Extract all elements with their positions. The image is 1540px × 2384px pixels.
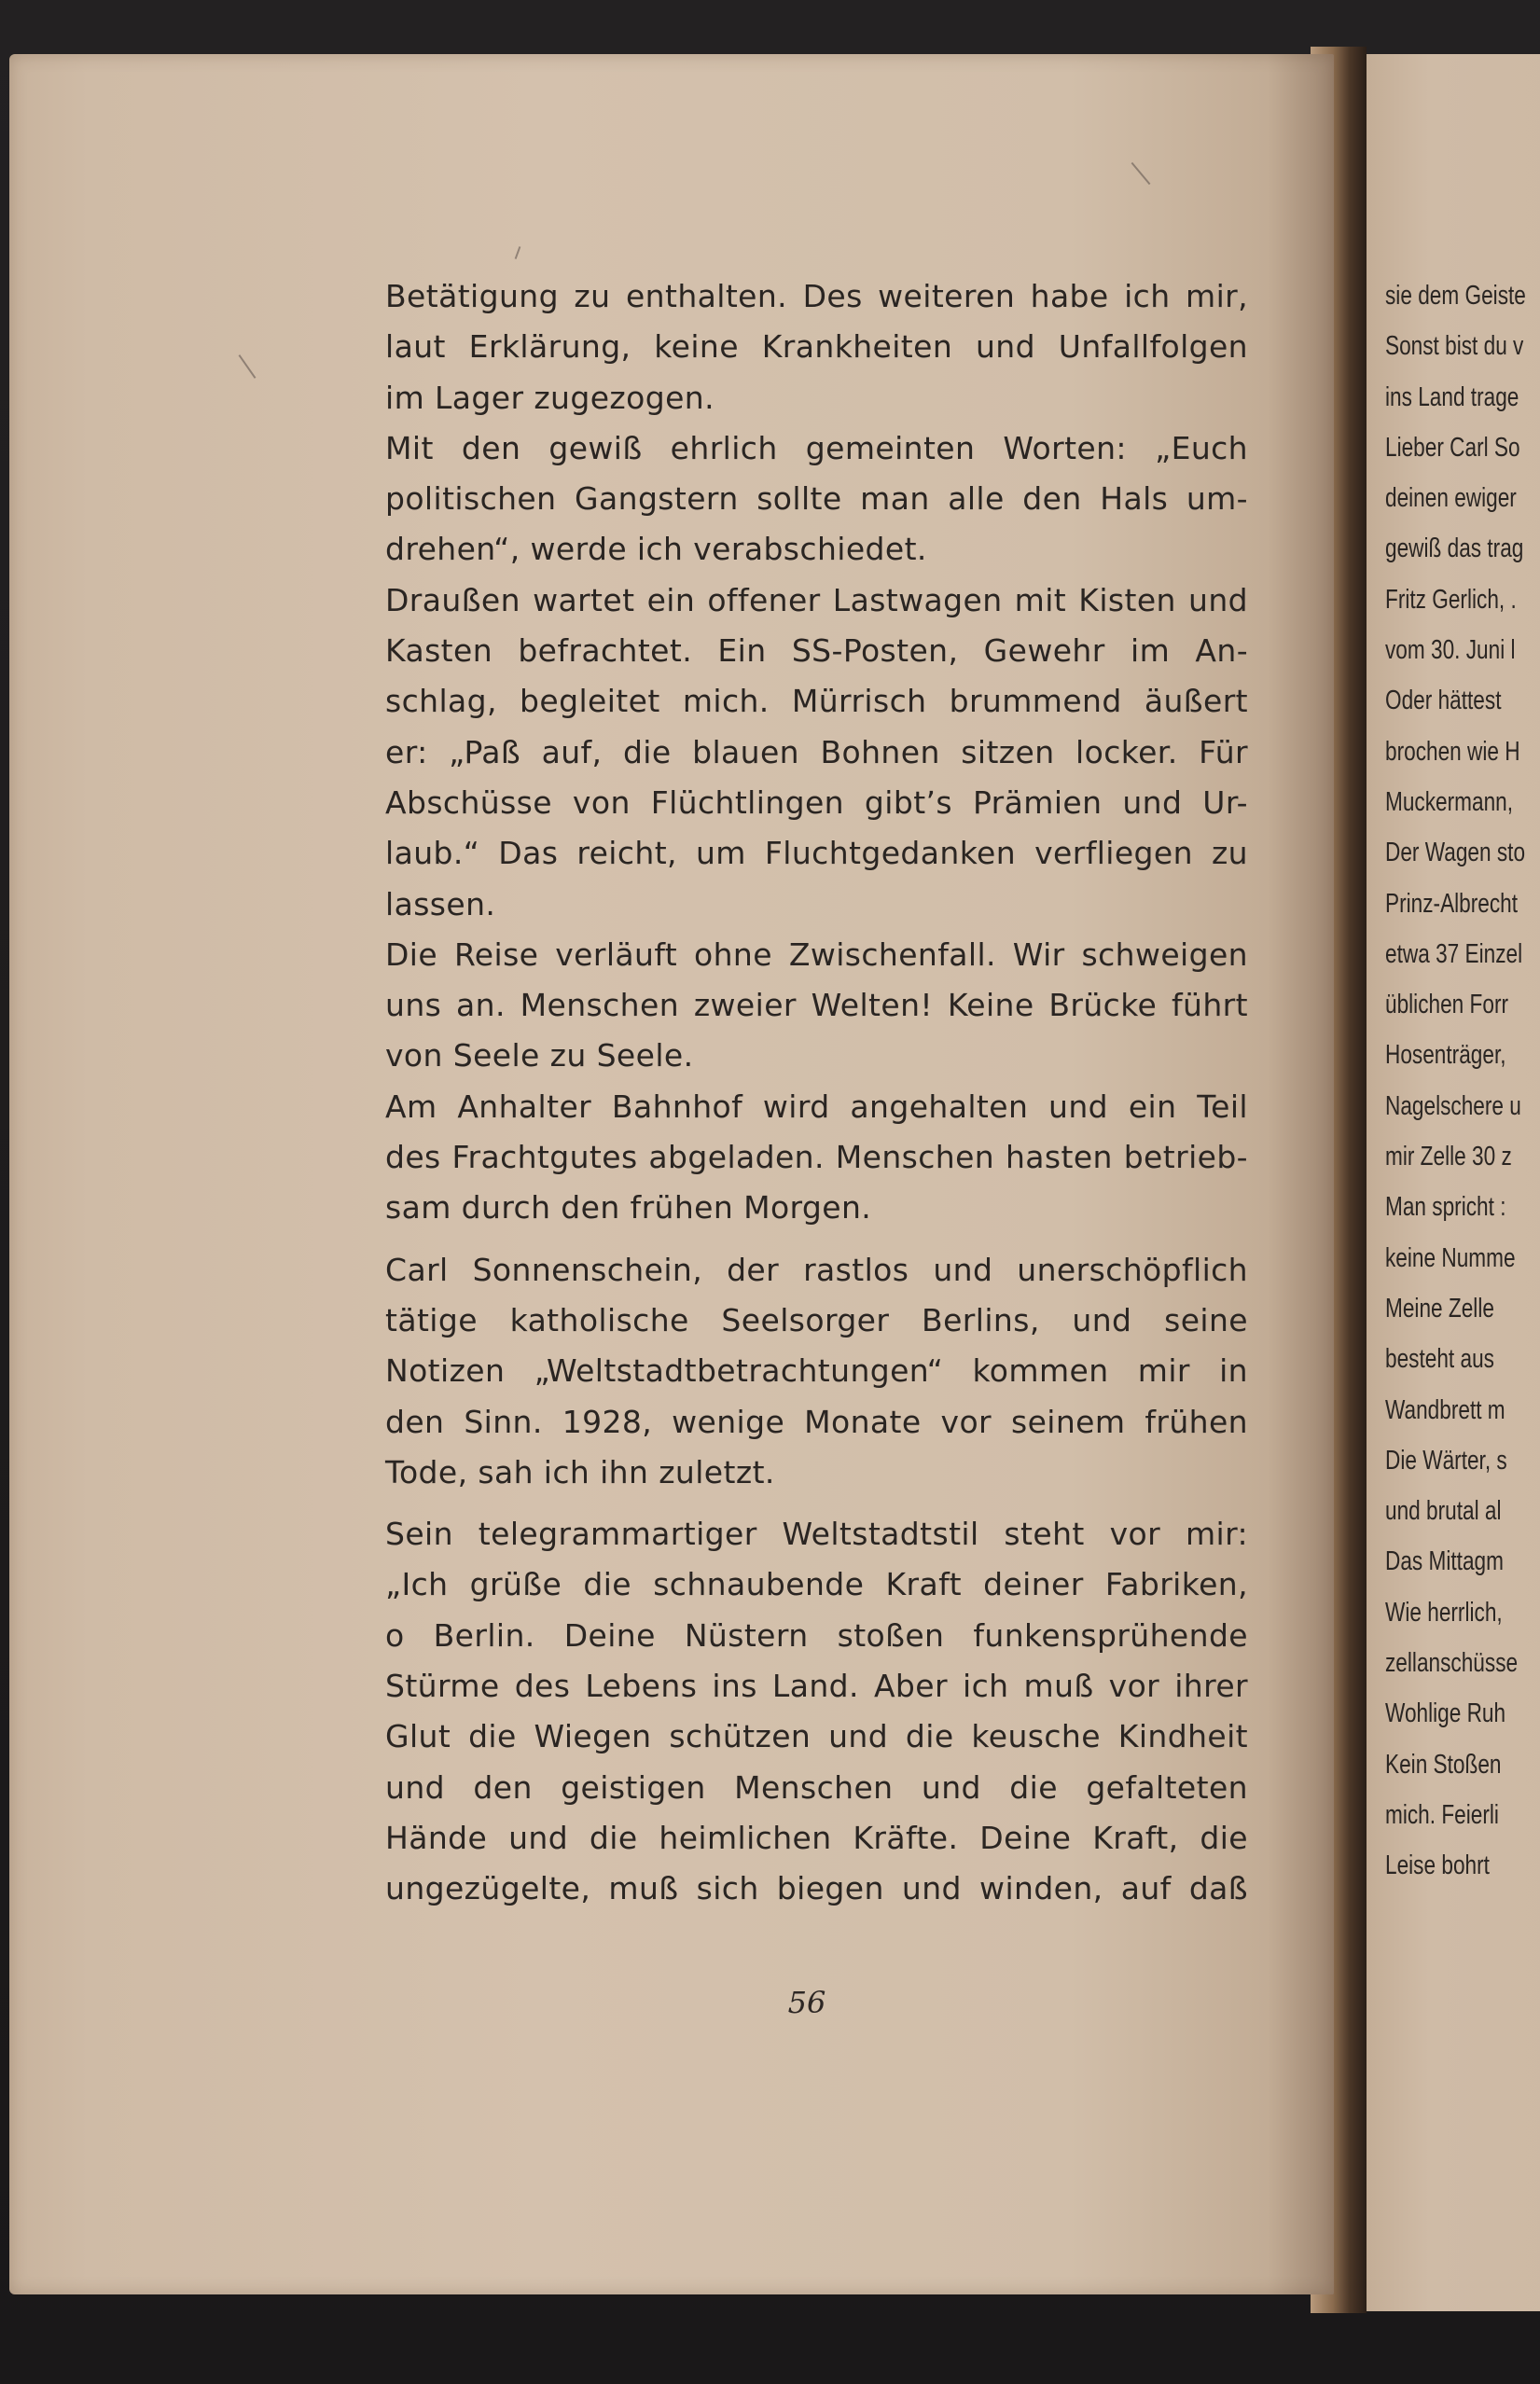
- left-page-text: [385, 271, 1248, 1915]
- text-fragment: Wohlige Ruh: [1385, 1698, 1506, 1729]
- text-fragment: Wie herrlich,: [1385, 1597, 1503, 1628]
- text-fragment: gewiß das trag: [1385, 534, 1524, 564]
- text-fragment: keine Numme: [1385, 1242, 1516, 1273]
- text-line: lassen.: [385, 885, 496, 922]
- text-fragment: Nagelschere u: [1385, 1090, 1521, 1121]
- text-fragment: Kein Stoßen: [1385, 1749, 1502, 1780]
- text-line: uns an. Menschen zweier Welten! Keine Brücke führt: [385, 987, 1248, 1024]
- text-line: im Lager zugezogen.: [385, 379, 715, 416]
- text-fragment: mir Zelle 30 z: [1385, 1142, 1512, 1172]
- text-line: Die Reise verläuft ohne Zwischenfall. Wir schweigen: [385, 936, 1248, 973]
- text-fragment: Das Mittagm: [1385, 1546, 1504, 1577]
- text-fragment: üblichen Forr: [1385, 990, 1509, 1020]
- text-fragment: Meine Zelle: [1385, 1293, 1494, 1324]
- page-number: 56: [787, 1985, 826, 2020]
- text-fragment: Sonst bist du v: [1385, 331, 1524, 362]
- text-fragment: zellanschüsse: [1385, 1648, 1519, 1679]
- text-line: Tode, sah ich ihn zuletzt.: [385, 1453, 775, 1490]
- text-line: politischen Gangstern sollte man alle den Hals um-: [385, 480, 1248, 518]
- text-line: Am Anhalter Bahnhof wird angehalten und ein Teil: [385, 1088, 1248, 1125]
- text-fragment: brochen wie H: [1385, 736, 1520, 767]
- text-fragment: Die Wärter, s: [1385, 1445, 1507, 1476]
- text-line: Carl Sonnenschein, der rastlos und unerschöpflich: [385, 1251, 1248, 1288]
- text-line: Betätigung zu enthalten. Des weiteren habe ich mir,: [385, 278, 1248, 314]
- text-fragment: deinen ewiger: [1385, 483, 1517, 514]
- text-line: von Seele zu Seele.: [385, 1037, 694, 1074]
- text-fragment: Lieber Carl So: [1385, 432, 1520, 463]
- text-fragment: ins Land trage: [1385, 381, 1519, 412]
- text-line: laub.“ Das reicht, um Fluchtgedanken verfliegen zu: [385, 835, 1248, 872]
- text-line: „Ich grüße die schnaubende Kraft deiner Fabriken,: [385, 1566, 1248, 1603]
- text-fragment: vom 30. Juni l: [1385, 635, 1516, 666]
- text-fragment: Oder hättest: [1385, 686, 1502, 716]
- text-line: tätige katholische Seelsorger Berlins, und seine: [385, 1301, 1248, 1338]
- text-fragment: Wandbrett m: [1385, 1394, 1505, 1425]
- text-line: Notizen „Weltstadtbetrachtungen“ kommen mir in: [385, 1352, 1248, 1390]
- text-line: des Frachtgutes abgeladen. Menschen hasten betrieb-: [385, 1139, 1248, 1176]
- text-fragment: Man spricht :: [1385, 1192, 1506, 1223]
- text-line: Draußen wartet ein offener Lastwagen mit Kisten und: [385, 581, 1248, 618]
- text-line: Sein telegrammartiger Weltstadtstil steht vor mir:: [385, 1516, 1248, 1553]
- text-fragment: mich. Feierli: [1385, 1799, 1499, 1830]
- text-line: Mit den gewiß ehrlich gemeinten Worten: „Euch: [385, 429, 1248, 466]
- text-fragment: Fritz Gerlich, .: [1385, 584, 1517, 615]
- text-fragment: Leise bohrt: [1385, 1850, 1490, 1881]
- text-line: Hände und die heimlichen Kräfte. Deine Kraft, die: [385, 1819, 1248, 1856]
- text-line: er: „Paß auf, die blauen Bohnen sitzen locker. Für: [385, 733, 1248, 770]
- text-fragment: etwa 37 Einzel: [1385, 938, 1523, 969]
- text-line: Abschüsse von Flüchtlingen gibt’s Prämien und Ur-: [385, 783, 1248, 821]
- text-line: laut Erklärung, keine Krankheiten und Unfallfolgen: [385, 328, 1248, 366]
- text-line: Glut die Wiegen schützen und die keusche Kindheit: [385, 1718, 1248, 1755]
- text-line: Kasten befrachtet. Ein SS-Posten, Gewehr im An-: [385, 632, 1248, 670]
- text-fragment: Muckermann,: [1385, 786, 1514, 817]
- text-line: und den geistigen Menschen und die gefalteten: [385, 1768, 1248, 1806]
- text-fragment: und brutal al: [1385, 1496, 1502, 1527]
- text-fragment: Hosenträger,: [1385, 1040, 1506, 1071]
- text-line: schlag, begleitet mich. Mürrisch brummend äußert: [385, 683, 1248, 720]
- text-line: ungezügelte, muß sich biegen und winden, auf daß: [385, 1870, 1248, 1907]
- text-fragment: sie dem Geiste: [1385, 281, 1526, 311]
- text-fragment: Der Wagen sto: [1385, 838, 1526, 868]
- text-fragment: Prinz-Albrecht: [1385, 888, 1519, 919]
- right-page-text: [1385, 270, 1526, 1892]
- text-fragment: besteht aus: [1385, 1344, 1494, 1375]
- text-line: Stürme des Lebens ins Land. Aber ich muß vor ihrer: [385, 1668, 1248, 1705]
- text-line: sam durch den frühen Morgen.: [385, 1189, 872, 1227]
- text-line: den Sinn. 1928, wenige Monate vor seinem frühen: [385, 1403, 1248, 1440]
- text-line: drehen“, werde ich verabschiedet.: [385, 531, 927, 568]
- text-line: o Berlin. Deine Nüstern stoßen funkensprühende: [385, 1616, 1248, 1654]
